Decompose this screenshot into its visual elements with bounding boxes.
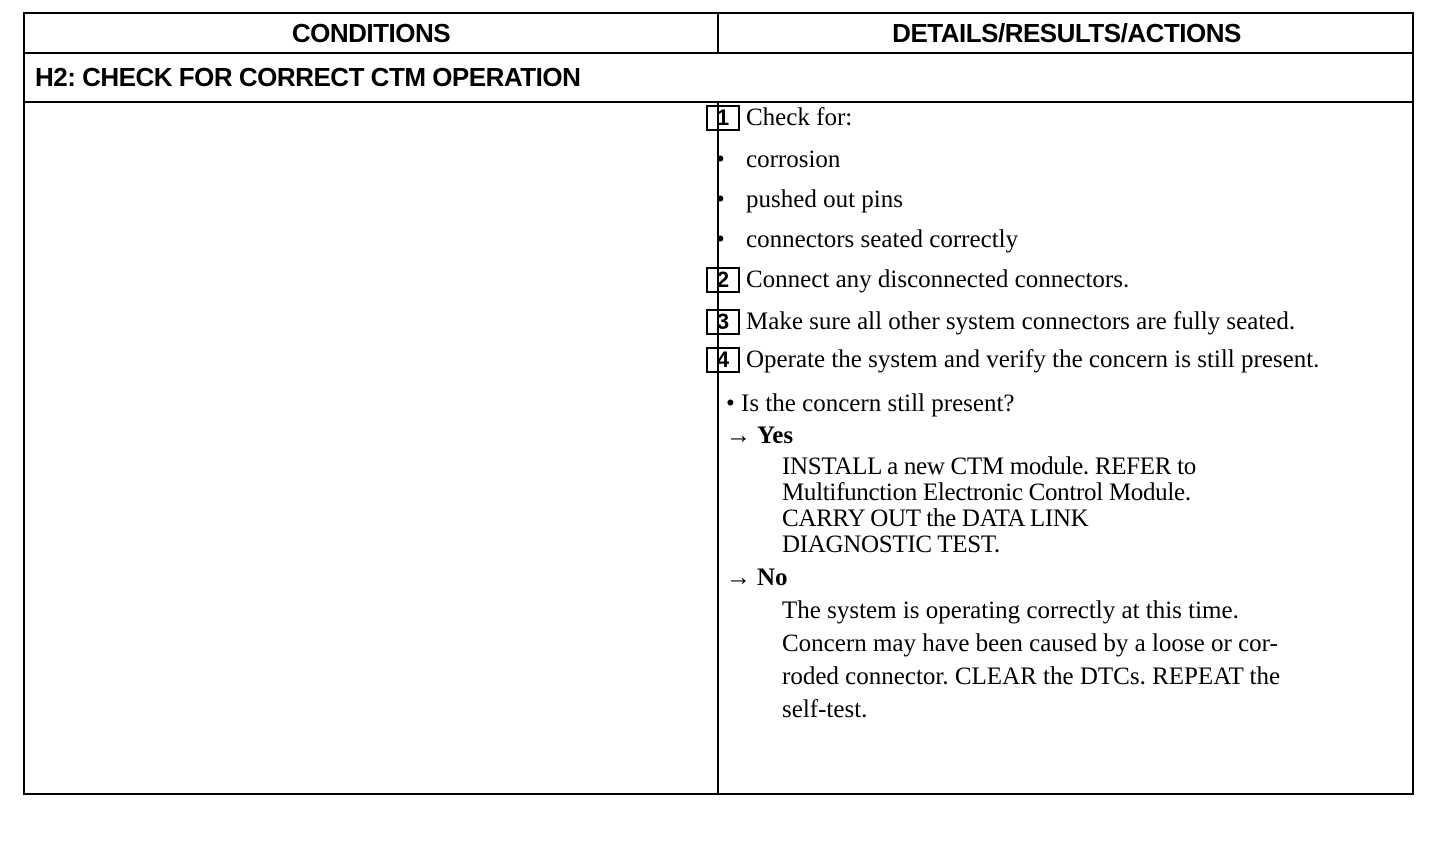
step-text: Make sure all other system connectors are fully seated. [746,308,1296,335]
yes-action-text [706,454,1376,558]
step-2 [706,260,1376,300]
check-item-text: pushed out pins [746,186,903,213]
right-arrow-icon: → [726,422,751,449]
bullet-icon: • [716,186,725,213]
check-item [706,220,1376,260]
check-item [706,180,1376,220]
check-item-text: corrosion [746,146,841,173]
step-4 [706,344,1376,376]
decision-question [706,388,1376,420]
bullet-icon: • [716,226,725,253]
step-number-box: 3 [706,309,740,335]
text-line: Concern may have been caused by a loose or cor- [782,630,1278,657]
text-line: self-test. [782,696,868,723]
step-3 [706,306,1376,338]
step-text: Operate the system and verify the concern is still present. [746,346,1320,373]
step-1 [706,96,1376,140]
conditions-header: CONDITIONS [25,14,719,52]
step-number-box: 4 [706,347,740,373]
right-arrow-icon: → [726,564,751,591]
step-text: Check for: [746,104,853,131]
text-line: DIAGNOSTIC TEST. [782,531,1000,558]
answer-no [706,562,1376,594]
answer-yes-label: Yes [757,422,794,449]
section-title: H2: CHECK FOR CORRECT CTM OPERATION [25,54,1412,103]
answer-yes [706,420,1376,452]
conditions-cell [25,103,717,795]
text-line: Multifunction Electronic Control Module. [782,479,1191,506]
bullet-icon: • [716,146,725,173]
check-item-text: connectors seated correctly [746,226,1019,253]
no-action-text [706,594,1376,726]
bullet-icon: • [726,390,735,417]
answer-no-label: No [757,564,788,591]
text-line: roded connector. CLEAR the DTCs. REPEAT the [782,663,1281,690]
details-cell [706,96,1376,726]
text-line: INSTALL a new CTM module. REFER to [782,453,1196,480]
step-number-box: 2 [706,267,740,293]
details-header: DETAILS/RESULTS/ACTIONS [892,17,1241,48]
question-text: Is the concern still present? [741,390,1015,417]
step-text: Connect any disconnected connectors. [746,266,1130,293]
step-number-box: 1 [706,105,740,131]
check-item [706,140,1376,180]
table-header-row [25,14,1412,54]
text-line: The system is operating correctly at this time. [782,597,1239,624]
text-line: CARRY OUT the DATA LINK [782,505,1089,532]
